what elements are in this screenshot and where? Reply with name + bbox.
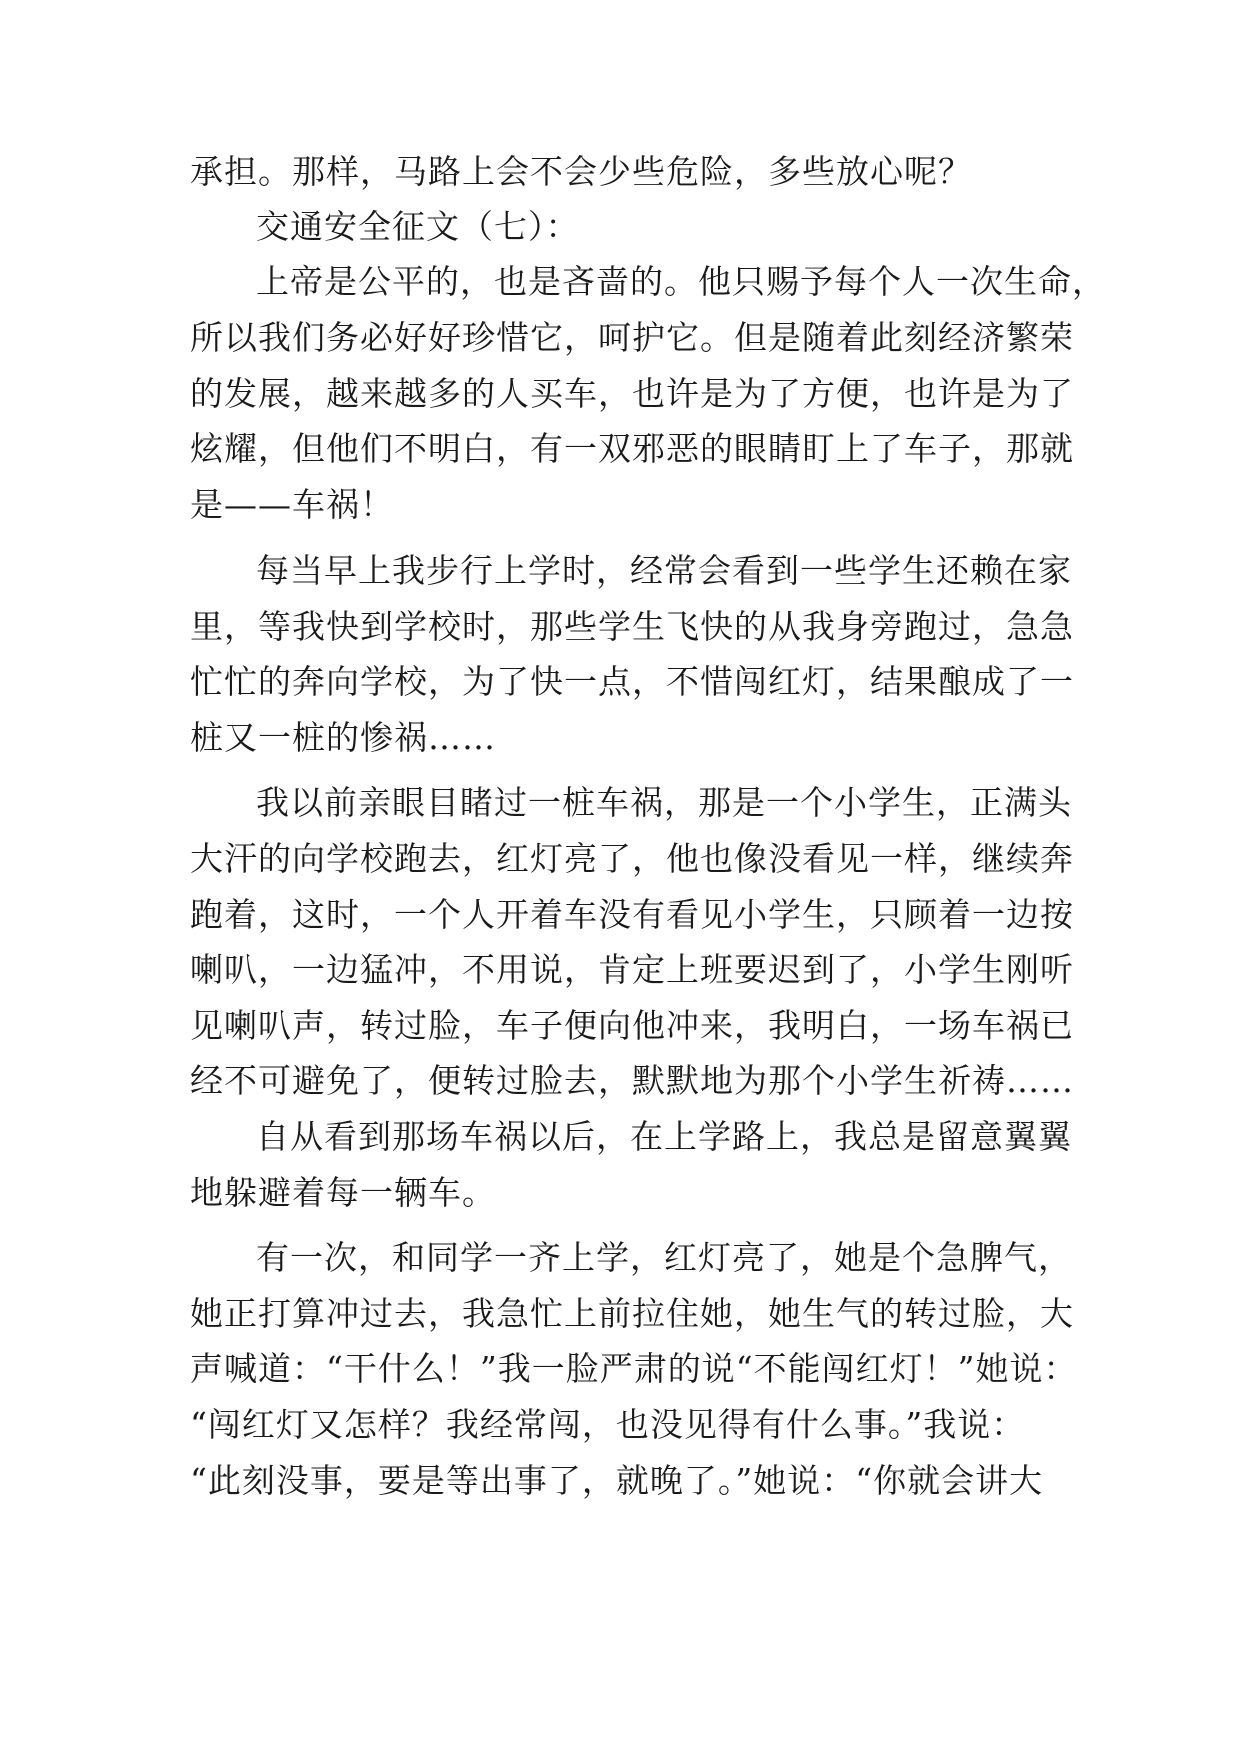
text-line: 我以前亲眼目睹过一桩车祸，那是一个小学生，正满头 (256, 783, 1072, 822)
text-line: 每当早上我步行上学时，经常会看到一些学生还赖在家 (256, 551, 1072, 590)
text-line: 喇叭，一边猛冲，不用说，肯定上班要迟到了，小学生刚听 (190, 950, 1074, 989)
text-line: 有一次，和同学一齐上学，红灯亮了，她是个急脾气， (256, 1238, 1072, 1277)
text-line: 自从看到那场车祸以后，在上学路上，我总是留意翼翼 (256, 1117, 1072, 1156)
text-line: 是——车祸！ (190, 485, 394, 524)
text-line: 经不可避免了，便转过脸去，默默地为那个小学生祈祷…… (190, 1061, 1074, 1100)
text-line: 上帝是公平的，也是吝啬的。他只赐予每个人一次生命， (256, 262, 1106, 301)
text-line: “此刻没事，要是等出事了，就晚了。”她说：“你就会讲大 (190, 1461, 1044, 1500)
text-line: 所以我们务必好好珍惜它，呵护它。但是随着此刻经济繁荣 (190, 318, 1074, 357)
text-line: 忙忙的奔向学校，为了快一点，不惜闯红灯，结果酿成了一 (190, 662, 1074, 701)
section-heading: 交通安全征文（七）： (256, 207, 580, 246)
text-line: 跑着，这时，一个人开着车没有看见小学生，只顾着一边按 (190, 895, 1074, 934)
text-line: 大汗的向学校跑去，红灯亮了，他也像没看见一样，继续奔 (190, 839, 1074, 878)
text-line: 承担。那样，马路上会不会少些危险，多些放心呢？ (190, 152, 972, 191)
text-line: 里，等我快到学校时，那些学生飞快的从我身旁跑过，急急 (190, 607, 1074, 646)
text-line: 见喇叭声，转过脸，车子便向他冲来，我明白，一场车祸已 (190, 1006, 1074, 1045)
text-line: 她正打算冲过去，我急忙上前拉住她，她生气的转过脸，大 (190, 1294, 1074, 1333)
text-line: 声喊道：“干什么！”我一脸严肃的说“不能闯红灯！”她说： (190, 1349, 1078, 1388)
text-line: 的发展，越来越多的人买车，也许是为了方便，也许是为了 (190, 374, 1074, 413)
text-line: “闯红灯又怎样？我经常闯，也没见得有什么事。”我说： (190, 1405, 1026, 1444)
text-line: 炫耀，但他们不明白，有一双邪恶的眼睛盯上了车子，那就 (190, 429, 1074, 468)
text-line: 桩又一桩的惨祸…… (190, 718, 496, 757)
text-line: 地躲避着每一辆车。 (190, 1173, 496, 1212)
